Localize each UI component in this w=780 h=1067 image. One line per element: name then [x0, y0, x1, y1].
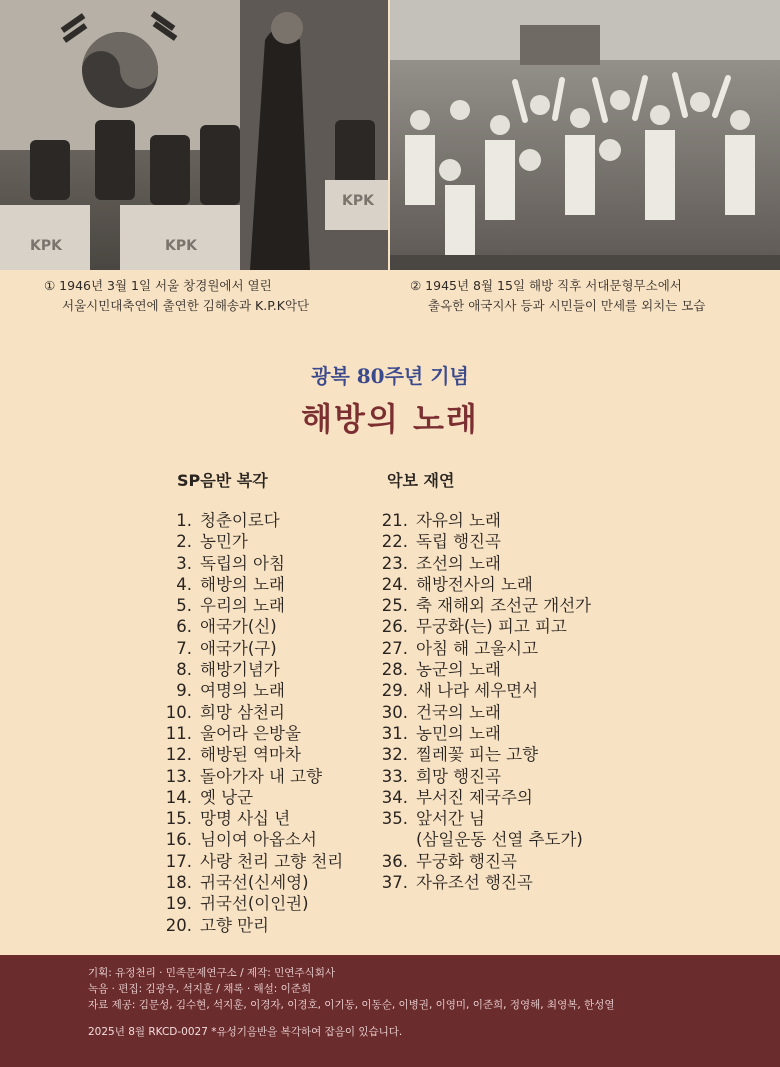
- track-item: [380, 829, 591, 850]
- track-item: [380, 787, 591, 808]
- track-title: 해방전사의 노래: [416, 574, 533, 594]
- track-title: 찔레꽃 피는 고향: [416, 745, 539, 765]
- track-title: 농민가: [200, 532, 248, 552]
- track-item: [150, 787, 343, 808]
- track-item: [150, 766, 343, 787]
- music-stand-label: KPK: [165, 238, 197, 254]
- track-item: [380, 702, 591, 723]
- track-item: [380, 553, 591, 574]
- track-title: 희망 행진곡: [416, 766, 501, 786]
- track-item: [380, 723, 591, 744]
- track-number: 26.: [381, 617, 408, 637]
- caption-line: ① 1946년 3월 1일 서울 창경원에서 열린: [44, 278, 272, 293]
- track-number: 28.: [381, 660, 408, 680]
- track-number: 1.: [176, 511, 192, 530]
- track-item: [150, 574, 343, 595]
- track-item: [150, 915, 343, 936]
- track-number: 17.: [165, 851, 192, 871]
- track-item: [380, 638, 591, 659]
- track-item: [150, 531, 343, 552]
- track-number: 19.: [165, 894, 192, 914]
- track-number: 36.: [381, 851, 408, 871]
- track-number: [380, 829, 408, 850]
- credits-line: 녹음 · 편집: 김광우, 석지훈 / 채록 · 해설: 이준희: [88, 983, 312, 995]
- track-number: 24.: [381, 574, 408, 594]
- track-title: 농민의 노래: [416, 723, 501, 743]
- track-item: [150, 595, 343, 616]
- music-stand-label: KPK: [30, 238, 62, 254]
- track-item: [380, 744, 591, 765]
- crowd-photo: [390, 0, 780, 270]
- track-title: 자유조선 행진곡: [416, 873, 533, 893]
- track-number: 35.: [381, 809, 408, 829]
- track-item: [150, 680, 343, 701]
- photo-strip: [0, 0, 780, 270]
- track-item: [150, 702, 343, 723]
- track-title: 아침 해 고울시고: [416, 638, 539, 658]
- band-photo: [0, 0, 388, 270]
- track-number: 22.: [381, 532, 408, 552]
- section-heading-sp: SP음반 복각: [177, 471, 268, 490]
- track-title: 독립의 아침: [200, 553, 285, 573]
- track-number: 34.: [381, 787, 408, 807]
- track-number: 21.: [381, 511, 408, 530]
- track-item: [380, 680, 591, 701]
- music-stand-label: KPK: [342, 193, 374, 209]
- track-title: 건국의 노래: [416, 702, 501, 722]
- track-title: 옛 낭군: [200, 787, 254, 807]
- track-item: [380, 766, 591, 787]
- track-title: 조선의 노래: [416, 553, 501, 573]
- track-title: 해방된 역마차: [200, 745, 301, 765]
- track-title: 해방기념가: [200, 660, 280, 680]
- track-title: 해방의 노래: [200, 574, 285, 594]
- track-title: 무궁화(는) 피고 피고: [416, 617, 567, 637]
- track-item: [150, 829, 343, 850]
- track-item: [380, 659, 591, 680]
- track-number: 14.: [165, 787, 192, 807]
- track-number: 15.: [165, 809, 192, 829]
- section-heading-score: 악보 재연: [387, 471, 455, 490]
- track-list-left: [150, 510, 343, 936]
- track-item: [380, 574, 591, 595]
- track-title: 무궁화 행진곡: [416, 851, 517, 871]
- track-number: 13.: [165, 766, 192, 786]
- track-number: 3.: [176, 553, 192, 573]
- track-item: [150, 553, 343, 574]
- track-title: 망명 사십 년: [200, 809, 291, 829]
- track-number: 23.: [381, 553, 408, 573]
- track-number: 30.: [381, 702, 408, 722]
- track-number: 32.: [381, 745, 408, 765]
- subtitle: 광복 80주년 기념: [311, 364, 469, 388]
- track-list-right: [380, 510, 591, 893]
- photo-caption-left: [44, 276, 309, 316]
- track-title: 축 재해외 조선군 개선가: [416, 596, 592, 616]
- track-item: [380, 872, 591, 893]
- track-item: [380, 595, 591, 616]
- credits-footer: [0, 955, 780, 1067]
- track-item: [150, 808, 343, 829]
- track-title: 독립 행진곡: [416, 532, 501, 552]
- track-title: 희망 삼천리: [200, 702, 285, 722]
- track-item: [380, 808, 591, 829]
- track-title: 자유의 노래: [416, 511, 501, 530]
- track-number: 5.: [176, 596, 192, 616]
- track-number: 11.: [165, 723, 192, 743]
- track-number: 18.: [165, 873, 192, 893]
- track-number: 4.: [176, 574, 192, 594]
- release-info: 2025년 8월 RKCD-0027 *유성기음반을 복각하여 잡음이 있습니다.: [88, 1026, 403, 1038]
- crowd-photo-image: [390, 0, 780, 270]
- track-title: 애국가(신): [200, 617, 277, 637]
- track-number: 2.: [176, 532, 192, 552]
- track-item: [150, 872, 343, 893]
- caption-line: 서울시민대축연에 출연한 김해송과 K.P.K악단: [62, 298, 310, 313]
- track-item: [150, 659, 343, 680]
- track-number: 6.: [176, 617, 192, 637]
- track-title: 여명의 노래: [200, 681, 285, 701]
- track-title: 애국가(구): [200, 638, 277, 658]
- band-photo-image: [0, 0, 388, 270]
- track-number: 29.: [381, 681, 408, 701]
- track-title: 부서진 제국주의: [416, 787, 533, 807]
- track-title: 님이여 아옵소서: [200, 830, 317, 850]
- album-title: 해방의 노래: [301, 400, 479, 438]
- track-title: 앞서간 님: [416, 809, 486, 829]
- track-item: [380, 851, 591, 872]
- track-item: [150, 616, 343, 637]
- track-number: 20.: [165, 915, 192, 935]
- track-title: (삼일운동 선열 추도가): [416, 830, 583, 850]
- track-title: 사랑 천리 고향 천리: [200, 851, 344, 871]
- track-title: 청춘이로다: [200, 511, 280, 530]
- track-title: 우리의 노래: [200, 596, 285, 616]
- track-title: 농군의 노래: [416, 660, 501, 680]
- photo-caption-right: [410, 276, 705, 316]
- credits-line: 자료 제공: 김문성, 김수현, 석지훈, 이경자, 이경호, 이기동, 이동순, 이병권, 이영미, 이준희, 정영해, 최영복, 한성열: [88, 999, 615, 1011]
- credits-line: 기획: 유정천리 · 민족문제연구소 / 제작: 민연주식회사: [88, 967, 335, 979]
- track-title: 돌아가자 내 고향: [200, 766, 323, 786]
- track-number: 9.: [176, 681, 192, 701]
- caption-line: ② 1945년 8월 15일 해방 직후 서대문형무소에서: [410, 278, 682, 293]
- track-item: [380, 531, 591, 552]
- track-number: 7.: [176, 638, 192, 658]
- track-title: 고향 만리: [200, 915, 270, 935]
- track-title: 울어라 은방울: [200, 723, 301, 743]
- track-title: 귀국선(신세영): [200, 873, 309, 893]
- track-number: 12.: [165, 745, 192, 765]
- track-number: 25.: [381, 596, 408, 616]
- caption-line: 출옥한 애국지사 등과 시민들이 만세를 외치는 모습: [428, 298, 706, 313]
- track-item: [150, 510, 343, 531]
- track-number: 37.: [381, 873, 408, 893]
- track-number: 31.: [381, 723, 408, 743]
- track-item: [150, 851, 343, 872]
- track-title: 귀국선(이인권): [200, 894, 309, 914]
- track-item: [150, 723, 343, 744]
- track-item: [150, 744, 343, 765]
- track-item: [150, 893, 343, 914]
- track-number: 33.: [381, 766, 408, 786]
- track-item: [150, 638, 343, 659]
- track-item: [380, 616, 591, 637]
- track-number: 8.: [176, 660, 192, 680]
- track-number: 10.: [165, 702, 192, 722]
- track-title: 새 나라 세우면서: [416, 681, 539, 701]
- track-item: [380, 510, 591, 531]
- track-number: 16.: [165, 830, 192, 850]
- track-number: 27.: [381, 638, 408, 658]
